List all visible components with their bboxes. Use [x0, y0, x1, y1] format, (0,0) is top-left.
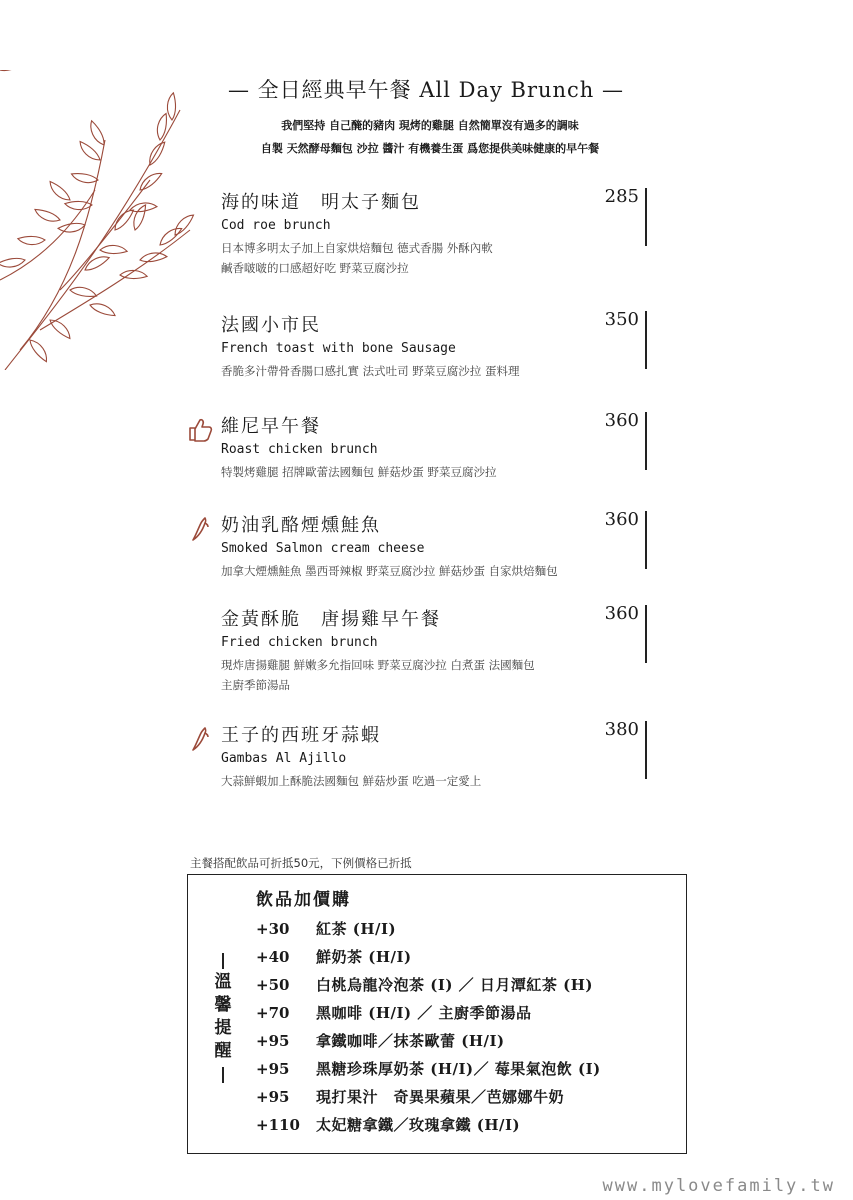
dish-name-zh: 法國小市民: [221, 315, 321, 336]
menu-title: — 全日經典早午餐 All Day Brunch —: [228, 78, 625, 102]
dish-name-en: Smoked Salmon cream cheese: [221, 541, 425, 556]
leaf-branch-illustration: [0, 70, 195, 370]
dish-name-en: Cod roe brunch: [221, 218, 331, 233]
reminder-char: 提: [214, 1018, 232, 1038]
drink-name: 現打果汁 奇異果蘋果／芭娜娜牛奶: [316, 1088, 565, 1106]
intro-line-1: 我們堅持 自己醃的豬肉 現烤的雞腿 自然簡單沒有過多的調味: [281, 119, 579, 132]
reminder-dash: [222, 1067, 224, 1083]
dish-price: 380: [604, 719, 639, 740]
drink-name: 白桃烏龍冷泡茶 (I) ／ 日月潭紅茶 (H): [316, 976, 593, 994]
chili-pepper-icon: [187, 725, 213, 753]
drink-price: +30: [256, 920, 290, 938]
dish-name-zh: 海的味道 明太子麵包: [221, 192, 421, 213]
dish-price: 285: [604, 186, 639, 207]
drink-row: [256, 1002, 532, 1028]
menu-item: [221, 719, 661, 791]
price-divider: [645, 605, 647, 663]
drink-name: 紅茶 (H/I): [316, 920, 397, 938]
menu-item: [221, 186, 661, 278]
dish-description: [221, 771, 661, 791]
drink-price: +95: [256, 1032, 290, 1050]
intro-line-2: 自製 天然酵母麵包 沙拉 醬汁 有機養生蛋 爲您提供美味健康的早午餐: [260, 142, 600, 155]
drink-price: +50: [256, 976, 290, 994]
dish-description-line: 日本博多明太子加上自家烘焙麵包 德式香腸 外酥內軟: [221, 241, 493, 255]
reminder-dash: [222, 953, 224, 969]
dish-price: 360: [604, 509, 639, 530]
dish-name-zh: 金黃酥脆 唐揚雞早午餐: [221, 609, 441, 630]
drink-name: 黑糖珍珠厚奶茶 (H/I)／ 莓果氣泡飲 (I): [316, 1060, 601, 1078]
dish-price: 360: [604, 603, 639, 624]
dish-description: [221, 655, 661, 695]
dish-name-zh: 王子的西班牙蒜蝦: [221, 725, 381, 746]
dish-description-line: 鹹香啵啵的口感超好吃 野菜豆腐沙拉: [221, 261, 409, 275]
price-divider: [645, 311, 647, 369]
price-divider: [645, 412, 647, 470]
drink-row: [256, 1058, 601, 1084]
reminder-char: 醒: [214, 1041, 232, 1061]
dish-name-en: Roast chicken brunch: [221, 442, 378, 457]
dish-name-en: Fried chicken brunch: [221, 635, 378, 650]
dish-name-zh: 維尼早午餐: [221, 416, 321, 437]
drink-row: [256, 946, 412, 972]
dish-description: [221, 238, 661, 278]
dish-description: [221, 361, 661, 381]
drink-addon-box: [187, 874, 687, 1154]
drink-row: [256, 918, 396, 944]
dish-price: 350: [604, 309, 639, 330]
dish-description-line: 特製烤雞腿 招牌歐蕾法國麵包 鮮菇炒蛋 野菜豆腐沙拉: [221, 465, 497, 479]
drink-row: [256, 1030, 505, 1056]
menu-item: [221, 309, 661, 381]
price-divider: [645, 511, 647, 569]
drink-price: +110: [256, 1116, 300, 1134]
dish-name-zh: 奶油乳酪煙燻鮭魚: [221, 515, 381, 536]
price-divider: [645, 188, 647, 246]
drink-name: 太妃糖拿鐵／玫瑰拿鐵 (H/I): [316, 1116, 521, 1134]
reminder-char: 溫: [214, 972, 232, 992]
drink-price: +70: [256, 1004, 290, 1022]
drink-price: +40: [256, 948, 290, 966]
menu-item: [221, 509, 661, 581]
dish-name-en: Gambas Al Ajillo: [221, 751, 347, 766]
thumbs-up-icon: [187, 416, 213, 444]
dish-description: [221, 462, 661, 482]
site-watermark: www.mylovefamily.tw: [602, 1176, 835, 1196]
price-divider: [645, 721, 647, 779]
dish-description-line: 主廚季節湯品: [221, 678, 290, 692]
drink-row: [256, 974, 593, 1000]
drink-name: 黑咖啡 (H/I) ／ 主廚季節湯品: [316, 1004, 532, 1022]
menu-item: [221, 410, 661, 482]
dish-price: 360: [604, 410, 639, 431]
drink-name: 拿鐵咖啡／抹茶歐蕾 (H/I): [316, 1032, 505, 1050]
drink-discount-note: 主餐搭配飲品可折抵50元，下例價格已折抵: [190, 856, 412, 870]
menu-item: [221, 603, 661, 695]
dish-description: [221, 561, 661, 581]
dish-description-line: 加拿大煙燻鮭魚 墨西哥辣椒 野菜豆腐沙拉 鮮菇炒蛋 自家烘焙麵包: [221, 564, 558, 578]
drink-addon-title: 飲品加價購: [256, 890, 351, 910]
reminder-char: 馨: [214, 995, 232, 1015]
dish-description-line: 香脆多汁帶骨香腸口感扎實 法式吐司 野菜豆腐沙拉 蛋料理: [221, 364, 520, 378]
dish-description-line: 大蒜鮮蝦加上酥脆法國麵包 鮮菇炒蛋 吃過一定愛上: [221, 774, 482, 788]
drink-row: [256, 1114, 520, 1140]
drink-name: 鮮奶茶 (H/I): [316, 948, 412, 966]
drink-price: +95: [256, 1060, 290, 1078]
dish-description-line: 現炸唐揚雞腿 鮮嫩多允指回味 野菜豆腐沙拉 白煮蛋 法國麵包: [221, 658, 535, 672]
warm-reminder-label: [211, 953, 235, 1083]
drink-row: [256, 1086, 564, 1112]
dish-name-en: French toast with bone Sausage: [221, 341, 456, 356]
drink-price: +95: [256, 1088, 290, 1106]
chili-pepper-icon: [187, 515, 213, 543]
